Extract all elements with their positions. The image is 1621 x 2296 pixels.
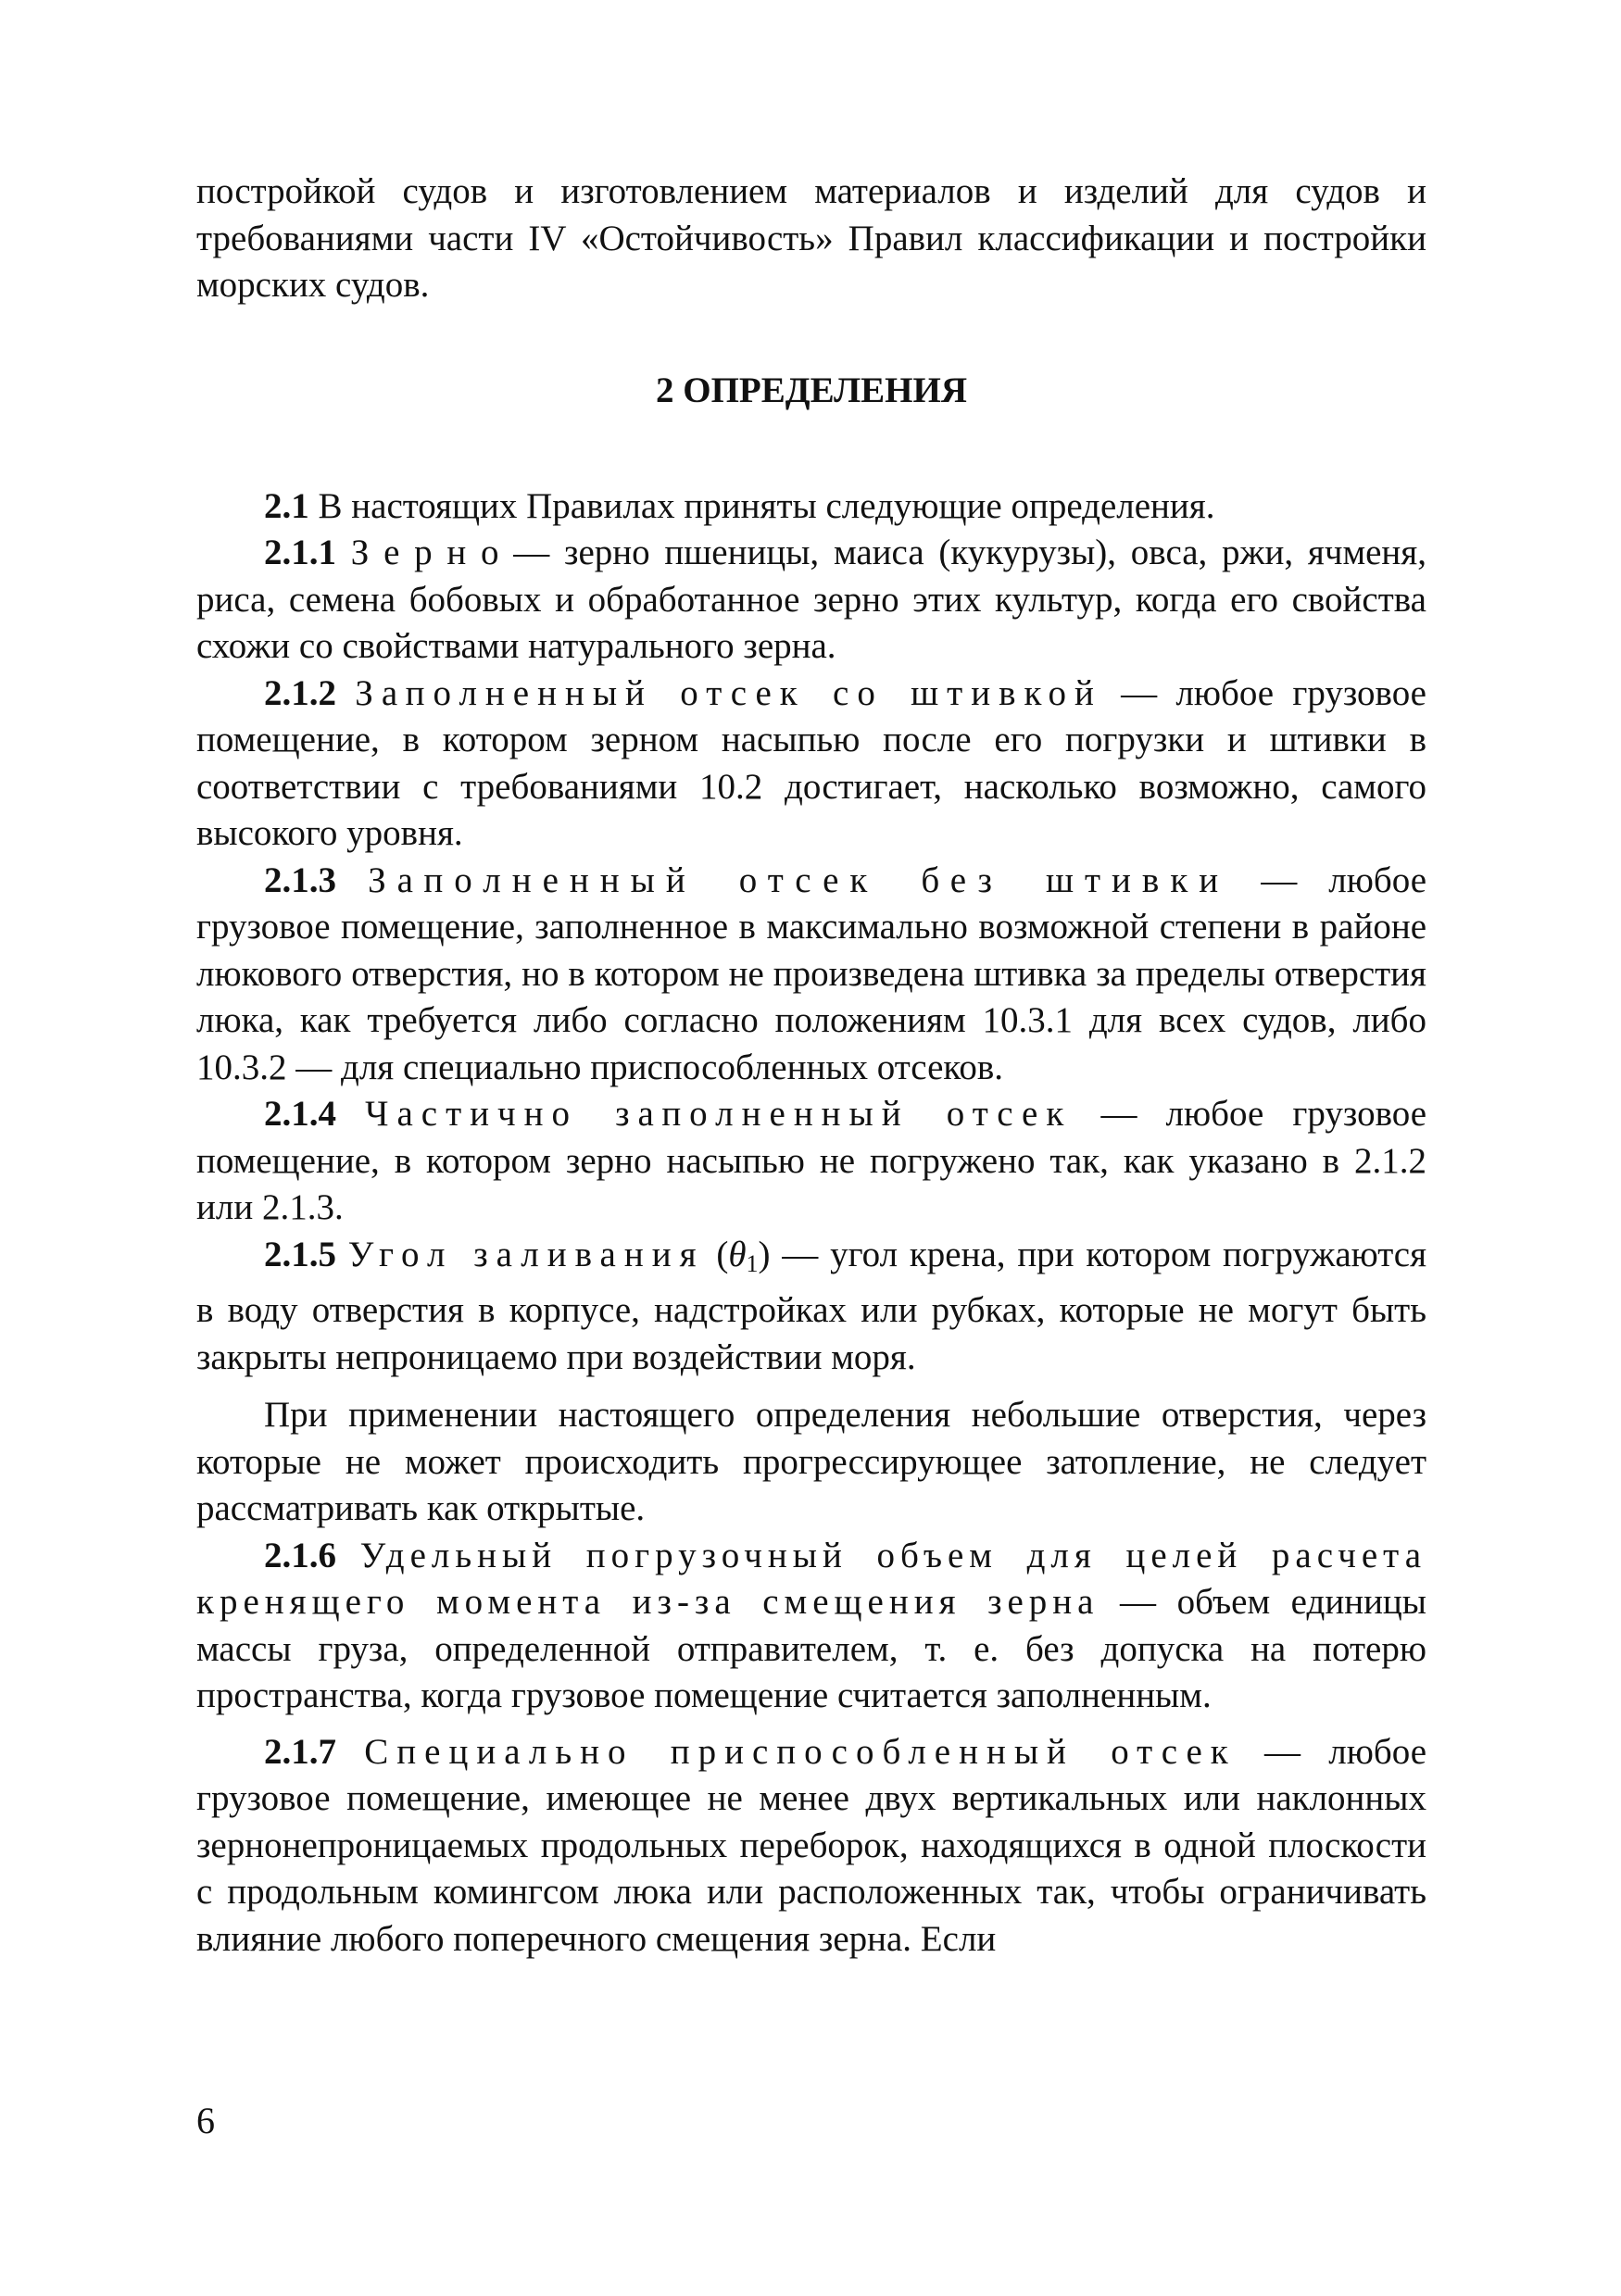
clause-number: 2.1.3 xyxy=(264,859,336,900)
clause-text: — зерно пшеницы, маиса (кукурузы), овса, ржи, ячменя, риса, семена бобовых и обработанное зерно этих культур, когда его свойства схожи со свойствами натурального зерна. xyxy=(196,533,1426,666)
clause-text: — любое грузовое помещение, в котором зерно насыпью не погружено так, как указано в 2.1.2 или 2.1.3. xyxy=(196,1094,1427,1227)
clause-2-1-3 xyxy=(196,858,1426,1092)
clause-2-1-7 xyxy=(196,1729,1426,1964)
clause-number: 2.1.2 xyxy=(264,672,336,713)
section-heading: 2 ОПРЕДЕЛЕНИЯ xyxy=(656,370,967,410)
clause-text: — объем единицы массы груза, определенной отправителем, т. е. без допуска на потерю пространства, когда грузовое помещение считается заполненным. xyxy=(196,1582,1427,1715)
clause-number: 2.1.1 xyxy=(264,533,336,572)
clause-number: 2.1.5 xyxy=(264,1234,336,1274)
clause-number: 2.1.6 xyxy=(264,1535,336,1575)
theta-subscript: 1 xyxy=(746,1249,759,1277)
page-body xyxy=(196,169,1426,1963)
clause-number: 2.1 xyxy=(264,485,309,526)
clause-text: — угол крена, при котором погружаются в воду отверстия в корпусе, надстройках или рубках, которые не могут быть закрыты непроницаемо при воздействии моря. xyxy=(196,1234,1427,1377)
theta-symbol: θ xyxy=(728,1234,747,1274)
clause-text: — любое грузовое помещение, в котором зерном насыпью после его погрузки и штивки в соответствии с требованиями 10.2 достигает, насколько возможно, самого высокого уровня. xyxy=(196,672,1426,853)
clause-2-1-6 xyxy=(196,1533,1426,1720)
clause-number: 2.1.7 xyxy=(264,1731,336,1772)
clause-term: Угол заливания xyxy=(347,1234,705,1274)
clause-2-1-2 xyxy=(196,671,1426,858)
clause-2-1-4 xyxy=(196,1091,1426,1232)
clause-2-1-1 xyxy=(196,530,1426,671)
clause-term: З е р н о xyxy=(350,533,499,572)
clause-text: — любое грузовое помещение, заполненное в максимально возможной степени в районе люкового отверстия, но в котором не произведена штивка за пределы отверстия люка, как требуется либо согласно положениям 10.3.1 для всех судов, либо 10.3.2 — для специально приспособленных отсеков. xyxy=(196,859,1427,1087)
page-number: 6 xyxy=(196,2100,215,2141)
angle-symbol: $(\theta_1)$ xyxy=(716,1234,771,1277)
intro-paragraph: постройкой судов и изготовлением материалов и изделий для судов и требованиями части IV «Остойчивость» Правил классификации и постройки морских судов. xyxy=(196,171,1426,305)
clause-term: Частично заполненный отсек xyxy=(365,1094,1073,1134)
clause-text: — любое грузовое помещение, имеющее не менее двух вертикальных или наклонных зернонепроницаемых продольных переборок, находящихся в одной плоскости с продольным комингсом люка или расположенных так, чтобы ограничивать влияние любого поперечного смещения зерна. Если xyxy=(196,1731,1427,1959)
clause-term: Специально приспособленный отсек xyxy=(364,1731,1237,1772)
clause-2-1-5 xyxy=(196,1232,1426,1382)
clause-term: Удельный погрузочный объем для целей расчета кренящего момента из-за смещения зерна xyxy=(196,1535,1426,1622)
clause-term: Заполненный отсек без штивки xyxy=(368,859,1230,900)
clause-text: При применении настоящего определения небольшие отверстия, через которые не может происходить прогрессирующее затопление, не следует рассматривать как открытые. xyxy=(196,1395,1426,1528)
clause-2-1 xyxy=(196,483,1426,531)
clause-text: В настоящих Правилах приняты следующие определения. xyxy=(318,485,1215,526)
clause-2-1-5-note xyxy=(196,1392,1426,1533)
clause-term: Заполненный отсек со штивкой xyxy=(355,672,1102,713)
clause-number: 2.1.4 xyxy=(264,1094,336,1134)
